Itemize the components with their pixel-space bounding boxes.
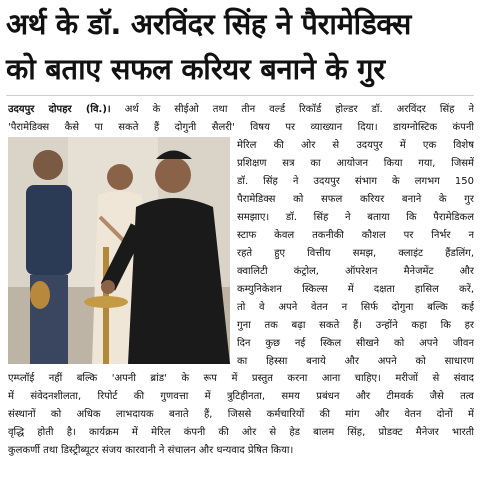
column-line: क्वालिटी कंट्रोल, ऑपरेशन मैनेजमेंट और [237,266,474,277]
intro-line-2: 'पैरामेडिक्स कैसे पा सकते हैं दोगुनी सैलरी' विषय पर व्याख्यान दिया। डायग्नोस्टिक कंपनी [8,122,474,133]
column-line: कम्युनिकेशन स्किल्स में दक्षता हासिल करें, [237,284,474,295]
column-line: डॉ. सिंह ने उदयपुर संभाग के लगभग 150 [237,176,474,187]
column-line: दिन कुछ नई स्किल सीखने को अपने जीवन [237,338,474,349]
column-line: प्रशिक्षण सत्र का आयोजन किया गया, जिसमें [237,158,474,169]
article-column [237,137,474,371]
headline-line-2: को बताए सफल करियर बनाने के गुर [6,52,385,86]
headline [6,2,474,92]
column-line: तो वे अपने वेतन न सिर्फ दोगुना बल्कि कई [237,302,474,313]
column-line: का हिस्सा बनाये और अपने को साधारण [237,356,474,367]
column-line: पैरामेडिक्स को सफल करियर बनाने के गुर [237,194,474,205]
article-conclusion [8,370,474,460]
event-photo [8,137,230,364]
column-line: गुना तक बढ़ा सकते हैं। उन्होंने कहा कि हर [237,320,474,331]
column-line: समझाए। डॉ. सिंह ने बताया कि पैरामेडिकल [237,212,474,223]
headline-line-1: अर्थ के डॉ. अरविंदर सिंह ने पैरामेडिक्स [6,7,412,41]
conclusion-line: कुलकर्णी तथा डिस्ट्रीब्यूटर संजय कारवानी ने संचालन और धन्यवाद प्रेषित किया। [8,445,294,456]
column-line: रहते हुए वित्तीय समझ, क्लाइंट हैंडलिंग, [237,248,474,259]
intro-line-1 [8,101,474,119]
event-photo-illustration [8,137,230,364]
conclusion-line: वृद्धि होती है। कार्यक्रम में मेरिल कंपनी की ओर से हेड बालम सिंह, प्रोडक्ट मैनेजर भारती [8,427,474,438]
conclusion-line: एम्प्लॉई नहीं बल्कि 'अपनी ब्रांड' के रूप में प्रस्तुत करना आना चाहिए। मरीजों से संवाद [8,373,474,384]
intro-line-1-text: अर्थ के सीईओ तथा तीन वर्ल्ड रिकॉर्ड होल्डर डॉ. अरविंदर सिंह ने [124,104,474,115]
dateline: उदयपुर दोपहर (वि.)। [8,104,111,115]
divider [6,95,474,96]
column-line: स्टाफ केवल तकनीकी कौशल पर निर्भर न [237,230,474,241]
column-line: मेरिल की ओर से उदयपुर में एक विशेष [237,140,474,151]
conclusion-line: में संवेदनशीलता, रिपोर्ट की गुणवत्ता में त्रुटिहीनता, समय प्रबंधन और टीमवर्क जैसे तत्व [8,391,474,402]
conclusion-line: संस्थानों को अधिक लाभदायक बनाते हैं, जिससे कर्मचारियों की मांग और वेतन दोनों में [8,409,474,420]
article-intro [8,101,474,137]
